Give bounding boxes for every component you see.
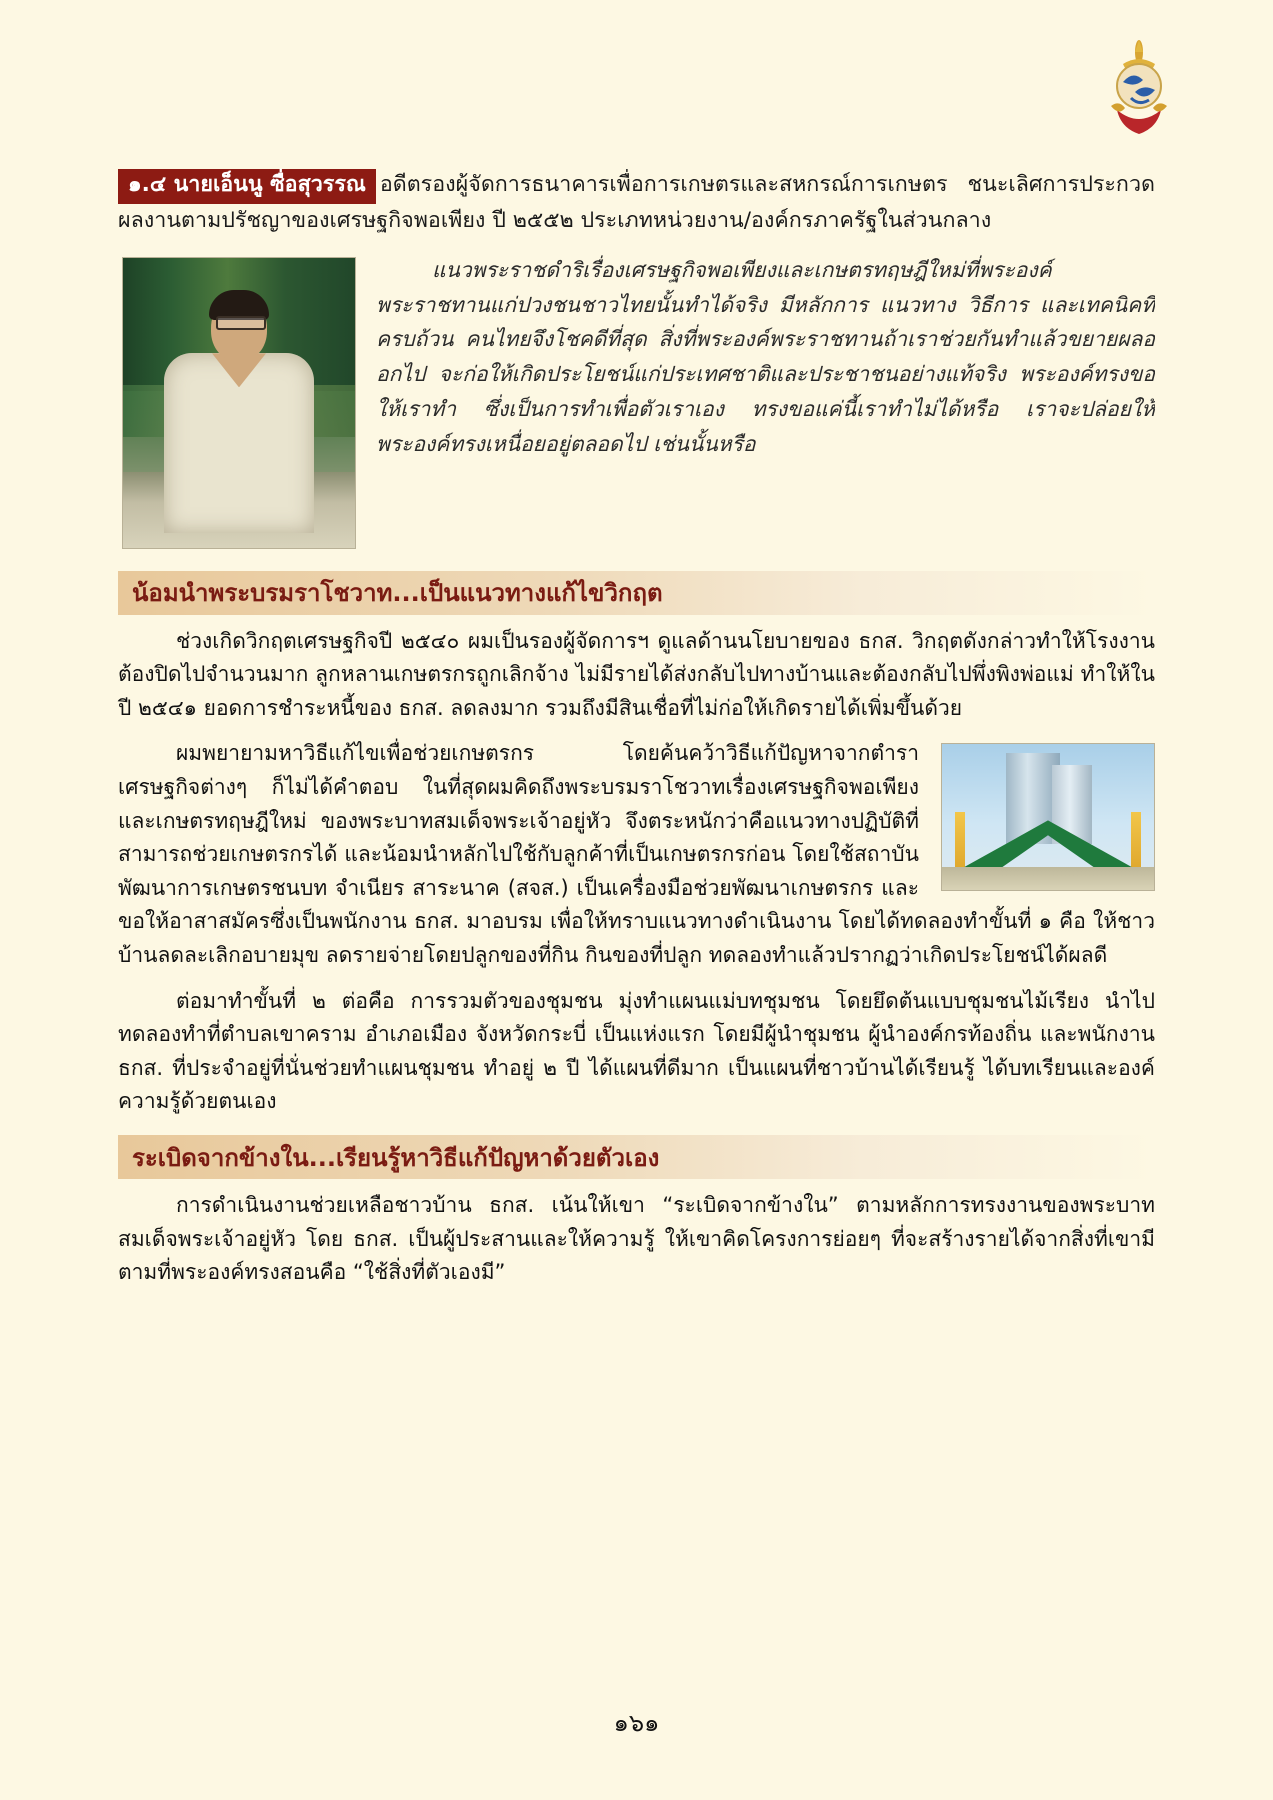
photo-person-glasses [216, 316, 266, 330]
flag-right [1131, 812, 1141, 867]
pull-quote: แนวพระราชดำริเรื่องเศรษฐกิจพอเพียงและเกษตรทฤษฎีใหม่ที่พระองค์พระราชทานแก่ปวงชนชาวไทยนั้นทำได้จริง มีหลักการ แนวทาง วิธีการ และเทคนิคที่ครบถ้วน คนไทยจึงโชคดีที่สุด สิ่งที่พระองค์พระราชทานถ้าเราช่วยกันทำแล้วขยายผลออกไป จะก่อให้เกิดประโยชน์แก่ประเทศชาติและประชาชนอย่างแท้จริง พระองค์ทรงขอให้เราทำ ซึ่งเป็นการทำเพื่อตัวเราเอง ทรงขอแค่นี้เราทำไม่ได้หรือ เราจะปล่อยให้พระองค์ทรงเหนื่อยอยู่ตลอดไป เช่นนั้นหรือ [376, 257, 1155, 456]
section-heading-2-emphasis: เรียนรู้หาวิธีแก้ปัญหาด้วยตัวเอง [335, 1143, 660, 1172]
paragraph-3: ต่อมาทำขั้นที่ ๒ ต่อคือ การรวมตัวของชุมชน มุ่งทำแผนแม่บทชุมชน โดยยึดต้นแบบชุมชนไม้เรียง นำไปทดลองทำที่ตำบลเขาคราม อำเภอเมือง จังหวัดกระบี่ เป็นแห่งแรก โดยมีผู้นำชุมชน ผู้นำองค์กรท้องถิ่น และพนักงาน ธกส. ที่ประจำอยู่ที่นั่นช่วยทำแผนชุมชน ทำอยู่ ๒ ปี ได้แผนที่ดีมาก เป็นแผนที่ชาวบ้านได้เรียนรู้ ได้บทเรียนและองค์ความรู้ด้วยตนเอง [118, 988, 1155, 1114]
section-heading-2 [118, 1135, 1155, 1179]
section-heading-2-plain: ระเบิดจากข้างใน... [132, 1143, 336, 1172]
section-heading-1-emphasis: เป็นแนวทางแก้ไขวิกฤต [419, 579, 663, 608]
paragraph-4: การดำเนินงานช่วยเหลือชาวบ้าน ธกส. เน้นให้เขา “ระเบิดจากข้างใน” ตามหลักการทรงงานของพระบาทสมเด็จพระเจ้าอยู่หัว โดย ธกส. เป็นผู้ประสานและให้ความรู้ ให้เขาคิดโครงการย่อยๆ ที่จะสร้างรายได้จากสิ่งที่เขามี ตามที่พระองค์ทรงสอนคือ “ใช้สิ่งที่ตัวเองมี” [118, 1193, 1155, 1285]
intro-paragraph [118, 168, 1155, 239]
section-heading-1 [118, 571, 1155, 615]
paragraph-2: ผมพยายามหาวิธีแก้ไขเพื่อช่วยเกษตรกร โดยค้นคว้าวิธีแก้ปัญหาจากตำราเศรษฐกิจต่างๆ ก็ไม่ได้คำตอบ ในที่สุดผมคิดถึงพระบรมราโชวาทเรื่องเศรษฐกิจพอเพียง และเกษตรทฤษฎีใหม่ ของพระบาทสมเด็จพระเจ้าอยู่หัว จึงตระหนักว่าคือแนวทางปฏิบัติที่สามารถช่วยเกษตรกรได้ และน้อมนำหลักไปใช้กับลูกค้าที่เป็นเกษตรกรก่อน โดยใช้สถาบันพัฒนาการเกษตรชนบท จำเนียร สาระนาค (สจส.) เป็นเครื่องมือช่วยพัฒนาเกษตรกร และขอให้อาสาสมัครซึ่งเป็นพนักงาน ธกส. มาอบรม เพื่อให้ทราบแนวทางดำเนินงาน โดยได้ทดลองทำขั้นที่ ๑ คือ ให้ชาวบ้านลดละเลิกอบายมุข ลดรายจ่ายโดยปลูกของที่กิน กินของที่ปลูก ทดลองทำแล้วปรากฏว่าเกิดประโยชน์ได้ผลดี [118, 741, 1155, 968]
building-ground [942, 867, 1154, 890]
person-name-tag: ๑.๔ นายเอ็นนู ซื่อสุวรรณ [118, 169, 376, 204]
page-content [118, 168, 1155, 1302]
royal-garuda-emblem [1093, 38, 1185, 148]
portrait-photo [122, 257, 356, 549]
paragraph-1: ช่วงเกิดวิกฤตเศรษฐกิจปี ๒๕๔๐ ผมเป็นรองผู้จัดการฯ ดูแลด้านนโยบายของ ธกส. วิกฤตดังกล่าวทำให้โรงงานต้องปิดไปจำนวนมาก ลูกหลานเกษตรกรถูกเลิกจ้าง ไม่มีรายได้ส่งกลับไปทางบ้านและต้องกลับไปพึ่งพิงพ่อแม่ ทำให้ในปี ๒๕๔๑ ยอดการชำระหนี้ของ ธกส. ลดลงมาก รวมถึงมีสินเชื่อที่ไม่ก่อให้เกิดรายได้เพิ่มขึ้นด้วย [118, 628, 1155, 720]
section-heading-1-plain: น้อมนำพระบรมราโชวาท... [132, 579, 420, 608]
bank-building-photo [941, 743, 1155, 891]
intro-description: อดีตรองผู้จัดการธนาคารเพื่อการเกษตรและสหกรณ์การเกษตร ชนะเลิศการประกวดผลงานตามปรัชญาของเศรษฐกิจพอเพียง ปี ๒๕๕๒ ประเภทหน่วยงาน/องค์กรภาครัฐในส่วนกลาง [118, 172, 1155, 233]
flag-left [955, 812, 965, 867]
photo-and-quote-block [118, 253, 1155, 555]
page-number: ๑๖๑ [613, 1709, 660, 1737]
green-roof-structure [959, 820, 1137, 870]
